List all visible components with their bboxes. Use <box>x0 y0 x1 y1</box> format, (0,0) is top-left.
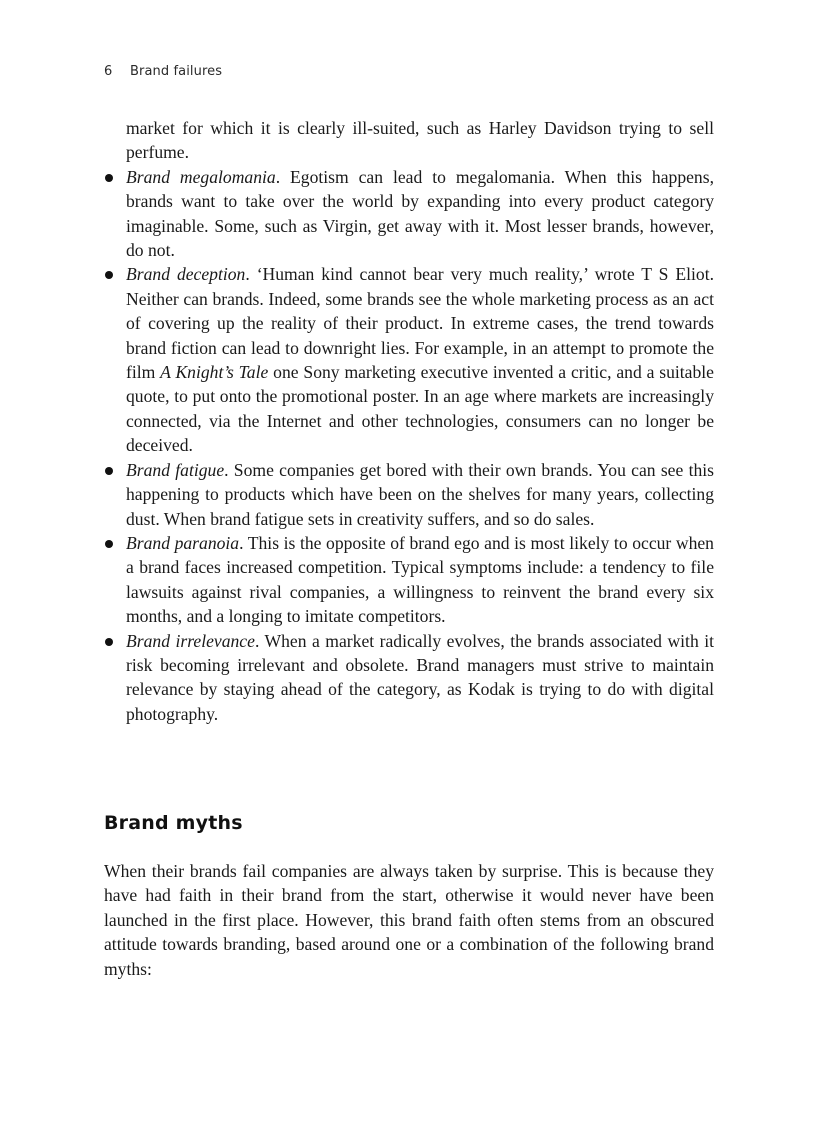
list-item-term: Brand paranoia <box>126 532 240 553</box>
main-content <box>104 116 714 726</box>
list-item-term: Brand fatigue <box>126 459 225 480</box>
bullet-icon <box>105 638 113 646</box>
list-item-term: Brand deception <box>126 264 246 285</box>
list-item-brand-megalomania <box>104 165 714 263</box>
list-item-brand-paranoia <box>104 531 714 629</box>
list-item-text: . Egotism can lead to megalomania. When this happens, brands want to take over the world by expanding into every product category imaginable. Some, such as Virgin, get away with it. Most lesser brands, however, do not. <box>126 166 714 261</box>
running-head <box>104 64 222 79</box>
list-item-term: Brand megalomania <box>126 166 276 187</box>
list-item-text-continued: one Sony marketing executive invented a critic, and a suitable quote, to put onto the promotional poster. In an age where markets are increasingly connected, via the Internet and other technologies, consumers can no longer be deceived. <box>126 362 714 456</box>
body-paragraph: When their brands fail companies are always taken by surprise. This is because they have had faith in their brand from the start, otherwise it would never have been launched in the first place. However, this brand faith often stems from an obscured attitude towards branding, based around one or a combination of the following brand myths: <box>104 861 714 979</box>
brand-failure-list <box>104 165 714 726</box>
section-heading: Brand myths <box>104 812 243 834</box>
list-item-text: . This is the opposite of brand ego and is most likely to occur when a brand faces increased competition. Typical symptoms include: a tendency to file lawsuits against rival companies, a willingness to reinvent the brand every six months, and a longing to imitate competitors. <box>126 532 714 627</box>
bullet-icon <box>105 271 113 279</box>
bullet-icon <box>105 174 113 182</box>
bullet-icon <box>105 540 113 548</box>
list-item-text: . Some companies get bored with their own brands. You can see this happening to products which have been on the shelves for many years, collecting dust. When brand fatigue sets in creativity suffers, and so do sales. <box>126 459 714 529</box>
film-title: A Knight’s Tale <box>160 362 269 383</box>
continued-paragraph: market for which it is clearly ill-suited, such as Harley Davidson trying to sell perfume. <box>126 118 714 163</box>
bullet-icon <box>105 467 113 475</box>
page-number: 6 <box>104 64 113 79</box>
list-item-brand-deception <box>104 262 714 457</box>
list-item-term: Brand irrelevance <box>126 630 255 651</box>
list-item-brand-fatigue <box>104 458 714 531</box>
list-item-text: . When a market radically evolves, the brands associated with it risk becoming irrelevant and obsolete. Brand managers must strive to maintain relevance by staying ahead of the category, as Kodak is trying to do with digital photography. <box>126 630 715 724</box>
running-head-title: Brand failures <box>130 64 223 79</box>
list-item-brand-irrelevance <box>104 629 714 727</box>
list-item-text: . ‘Human kind cannot bear very much reality,’ wrote T S Eliot. Neither can brands. Indeed, some brands see the whole marketing process as an act of covering up the reality of their product. In extreme cases, the trend towards brand fiction can lead to downright lies. For example, in an attempt to promote the film <box>126 264 714 383</box>
